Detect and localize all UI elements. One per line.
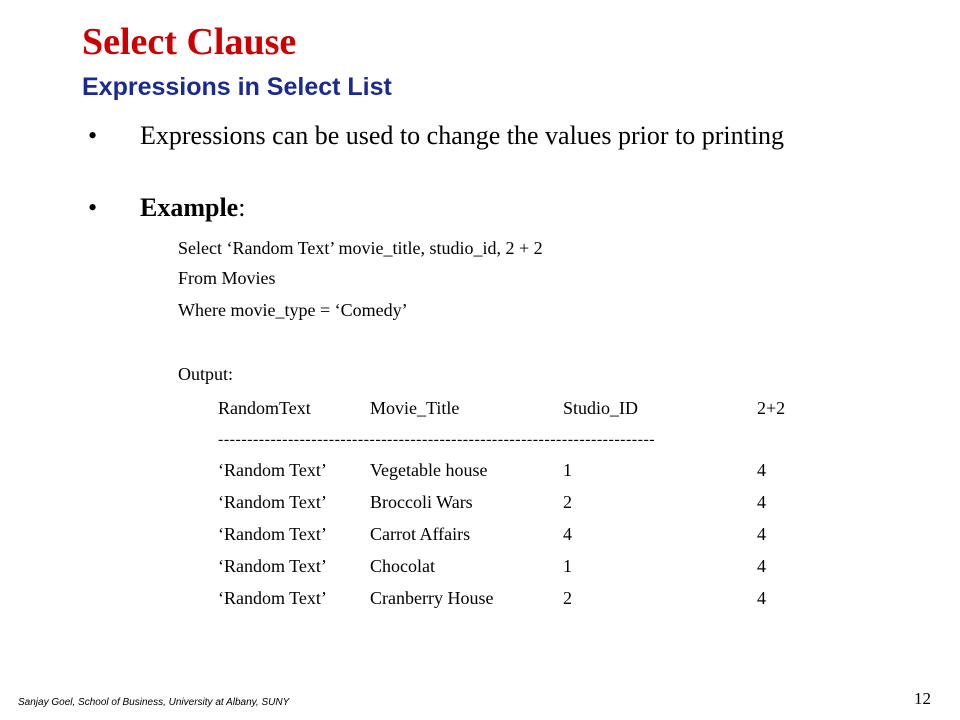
slide-footer: Sanjay Goel, School of Business, University at Albany, SUNY xyxy=(18,697,290,708)
table-cell: 4 xyxy=(757,492,766,512)
table-cell: 4 xyxy=(757,556,766,576)
bullet-symbol: • xyxy=(88,193,98,222)
table-cell: 1 xyxy=(563,460,572,480)
table-cell: 4 xyxy=(757,588,766,608)
bullet-text xyxy=(140,192,245,224)
table-header-cell: Movie_Title xyxy=(370,398,460,418)
table-cell: ‘Random Text’ xyxy=(218,460,327,480)
table-header-cell: RandomText xyxy=(218,398,311,418)
table-cell: ‘Random Text’ xyxy=(218,556,327,576)
table-cell: 4 xyxy=(563,524,572,544)
table-cell: Vegetable house xyxy=(370,460,488,480)
page-number: 12 xyxy=(914,689,931,708)
table-cell: 4 xyxy=(757,460,766,480)
slide-subtitle: Expressions in Select List xyxy=(82,73,392,101)
table-separator: --------------------------------------------------------------------------- xyxy=(218,431,656,448)
table-cell: 2 xyxy=(563,588,572,608)
slide-title: Select Clause xyxy=(82,21,297,63)
table-cell: 2 xyxy=(563,492,572,512)
table-header-cell: Studio_ID xyxy=(563,398,639,418)
table-header-cell: 2+2 xyxy=(757,398,786,418)
code-line: From Movies xyxy=(178,268,276,288)
table-cell: ‘Random Text’ xyxy=(218,588,327,608)
bullet-bold-text: Example xyxy=(140,193,239,222)
code-line: Select ‘Random Text’ movie_title, studio_id, 2 + 2 xyxy=(178,238,543,258)
table-cell: ‘Random Text’ xyxy=(218,524,327,544)
output-label: Output: xyxy=(178,364,234,384)
table-cell: Cranberry House xyxy=(370,588,494,608)
bullet-suffix: : xyxy=(238,193,246,222)
table-cell: ‘Random Text’ xyxy=(218,492,327,512)
bullet-symbol: • xyxy=(88,121,98,150)
code-line: Where movie_type = ‘Comedy’ xyxy=(178,300,408,320)
table-cell: Chocolat xyxy=(370,556,435,576)
table-cell: Carrot Affairs xyxy=(370,524,471,544)
bullet-text: Expressions can be used to change the values prior to printing xyxy=(140,121,785,150)
table-cell: 1 xyxy=(563,556,572,576)
table-cell: Broccoli Wars xyxy=(370,492,473,512)
table-cell: 4 xyxy=(757,524,766,544)
